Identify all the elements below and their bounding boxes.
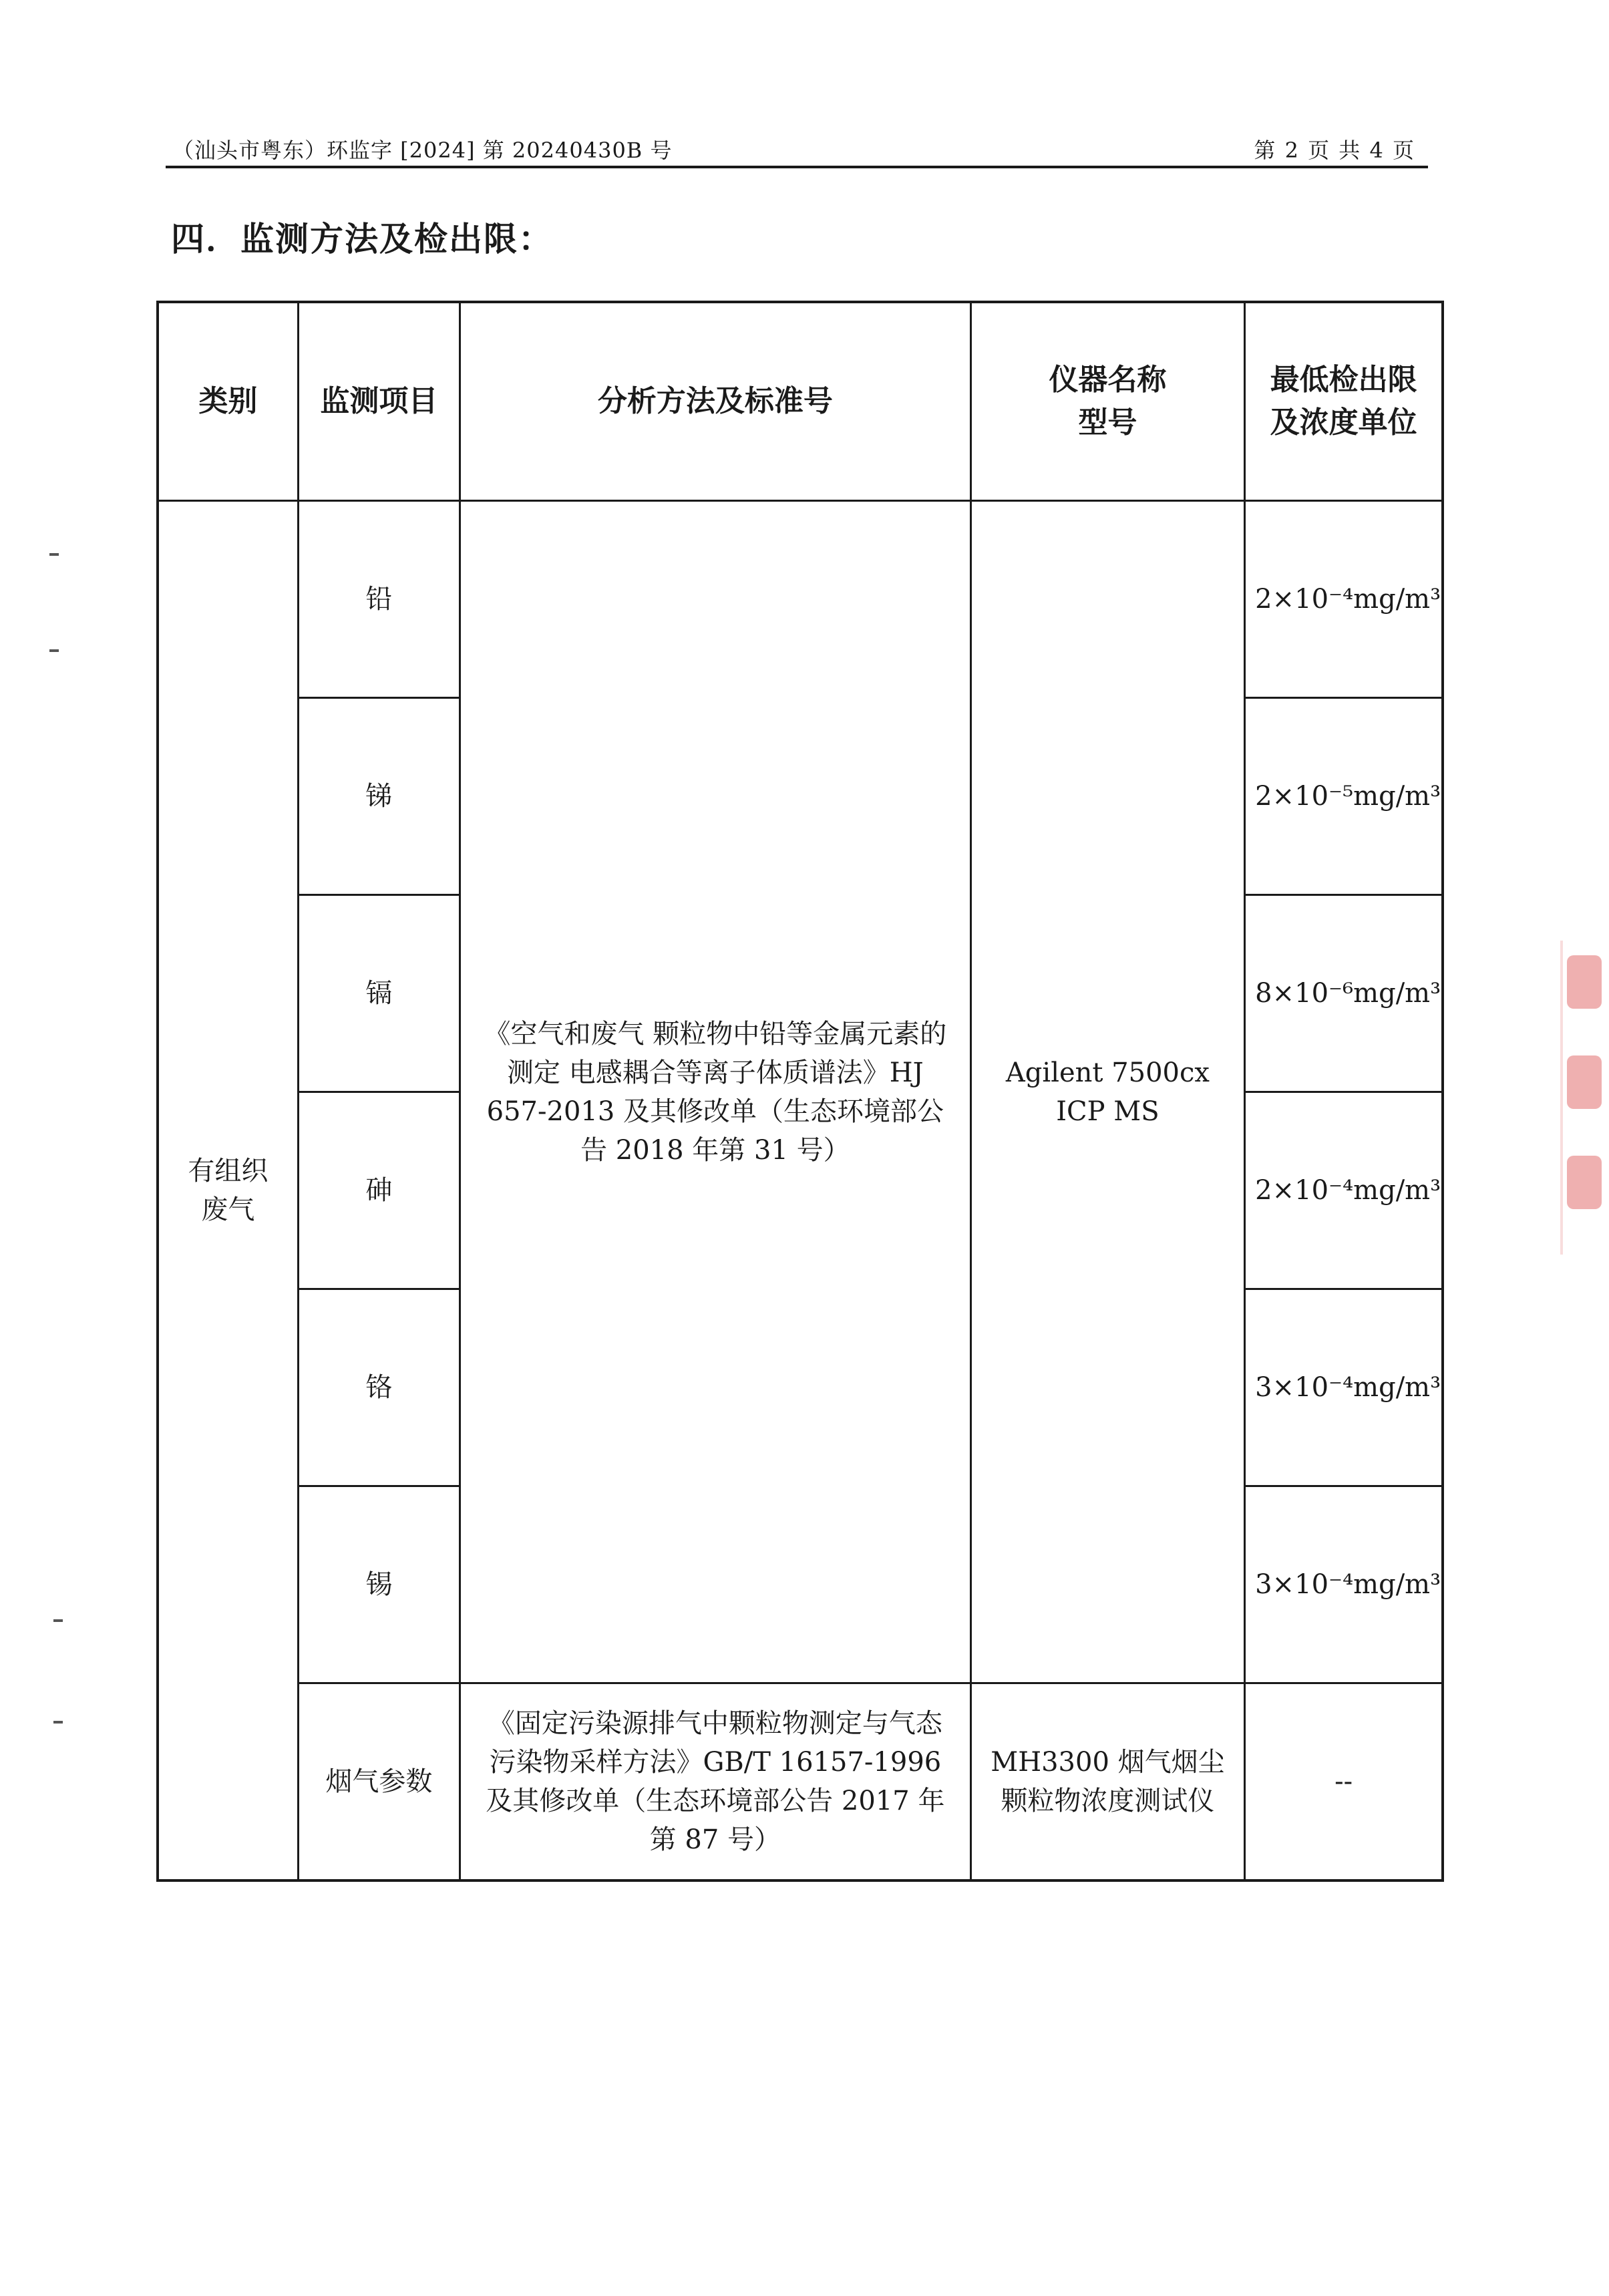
header-instrument-line2: 型号 [1078,405,1137,440]
instrument-line1: Agilent 7500cx [1005,1057,1210,1088]
metals-instrument-cell [970,501,1244,1683]
header-item: 监测项目 [298,302,460,501]
flue-item-cell: 烟气参数 [298,1683,460,1881]
limit-cell: 2×10⁻⁴mg/m³ [1245,501,1443,698]
scan-speck [53,1721,63,1724]
document-number: （汕头市粤东）环监字 [2024] 第 20240430B 号 [172,138,673,163]
scan-speck [53,1619,63,1622]
metals-method-cell: 《空气和废气 颗粒物中铅等金属元素的测定 电感耦合等离子体质谱法》HJ 657-2013 及其修改单（生态环境部公告 2018 年第 31 号） [460,501,970,1683]
scan-speck [49,649,59,652]
item-cell: 铬 [298,1289,460,1486]
category-line1: 有组织 [188,1156,269,1186]
section-title: 四．监测方法及检出限： [171,220,553,259]
instrument-line2: ICP MS [1056,1096,1159,1127]
item-cell: 锡 [298,1486,460,1683]
seal-stamp-fragment [1567,1055,1602,1109]
header-limit-line1: 最低检出限 [1270,363,1417,397]
header-method: 分析方法及标准号 [460,302,970,501]
item-cell: 镉 [298,895,460,1092]
header-category: 类别 [158,302,298,501]
header-limit [1245,302,1443,501]
table-header-row [158,302,1443,501]
page-indicator: 第 2 页 共 4 页 [1254,138,1415,163]
limit-cell: 8×10⁻⁶mg/m³ [1245,895,1443,1092]
scan-speck [49,553,59,556]
seal-stamp-fragment [1567,1156,1602,1209]
limit-cell: 2×10⁻⁴mg/m³ [1245,1092,1443,1289]
header-limit-line2: 及浓度单位 [1270,405,1417,440]
flue-limit-cell: -- [1245,1683,1443,1881]
item-cell: 锑 [298,698,460,895]
item-cell: 砷 [298,1092,460,1289]
limit-cell: 3×10⁻⁴mg/m³ [1245,1486,1443,1683]
header-instrument [970,302,1244,501]
header-instrument-line1: 仪器名称 [1049,363,1167,397]
table-row-flue [158,1683,1443,1881]
header-divider [166,166,1428,168]
limit-cell: 2×10⁻⁵mg/m³ [1245,698,1443,895]
flue-method-cell: 《固定污染源排气中颗粒物测定与气态污染物采样方法》GB/T 16157-1996 及其修改单（生态环境部公告 2017 年第 87 号） [460,1683,970,1881]
limit-cell: 3×10⁻⁴mg/m³ [1245,1289,1443,1486]
item-cell: 铅 [298,501,460,698]
table-row [158,501,1443,698]
flue-instrument-cell: MH3300 烟气烟尘颗粒物浓度测试仪 [970,1683,1244,1881]
seal-stamp-fragment [1567,955,1602,1009]
category-cell [158,501,298,1881]
methods-table [156,301,1444,1882]
category-line2: 废气 [201,1194,255,1225]
